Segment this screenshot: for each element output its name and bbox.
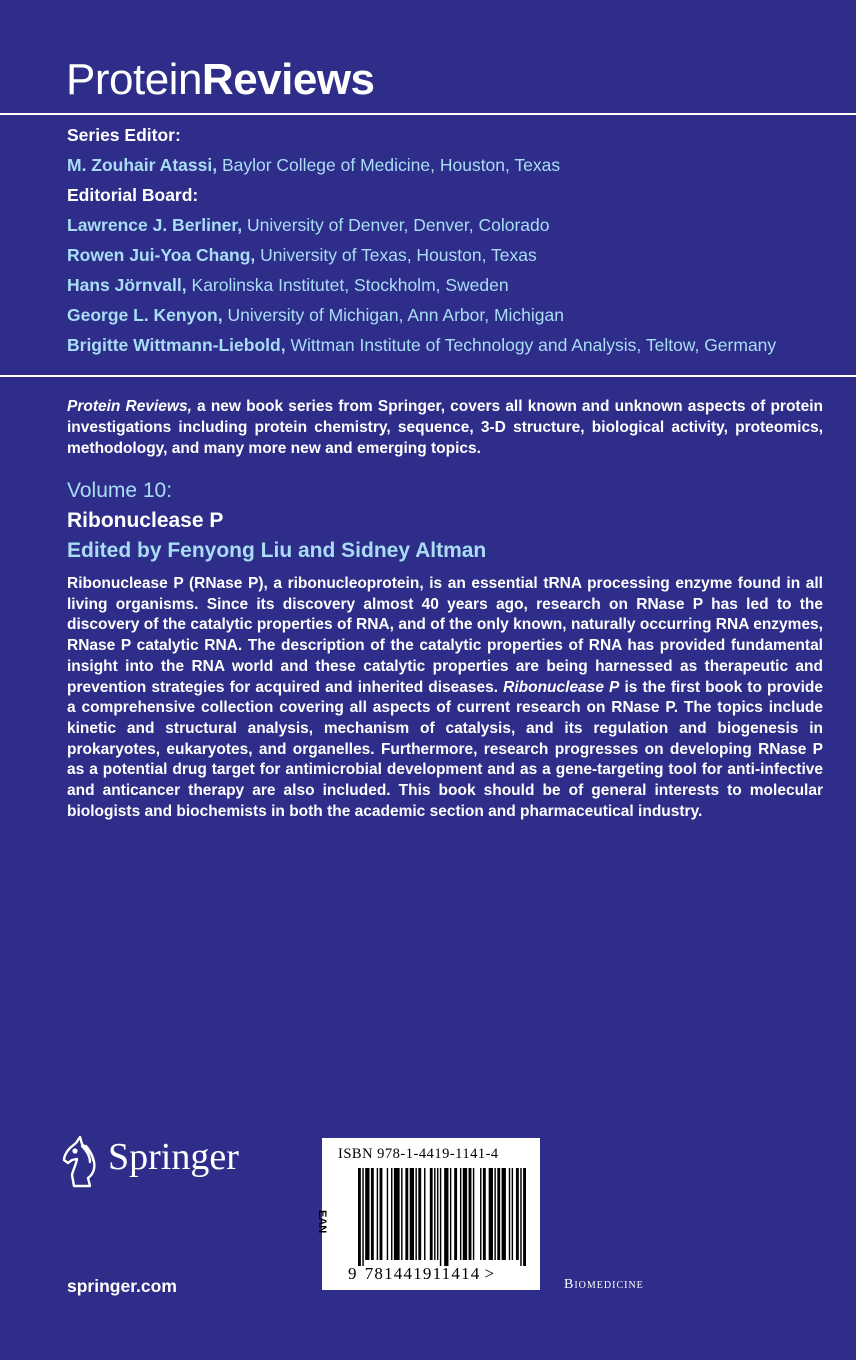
description-part1: Ribonuclease P (RNase P), a ribonucleoprotein, is an essential tRNA processing enzyme found in all living organisms. Since its discovery almost 40 years ago, research on RNase P has led to the discovery of the catalytic properties of RNA, and of the only known, naturally occurring RNA enzymes, RNase P catalytic RNA. The description of the catalytic properties of RNA has provided fundamental insight into the RNA world and these catalytic properties are being harnessed as therapeutic and prevention strategies for acquired and inherited diseases. xyxy=(67,575,823,696)
barcode-bar xyxy=(502,1168,506,1260)
subject-category: Biomedicine xyxy=(564,1277,644,1292)
barcode-bar xyxy=(440,1168,441,1266)
barcode-bar xyxy=(520,1168,521,1266)
top-divider xyxy=(0,113,856,115)
barcode-bar xyxy=(434,1168,435,1260)
board-member-affiliation: Wittman Institute of Technology and Analysis, Teltow, Germany xyxy=(290,335,777,355)
barcode-bar xyxy=(405,1168,408,1260)
volume-block xyxy=(67,476,486,566)
barcode-bar xyxy=(410,1168,414,1260)
board-member xyxy=(67,300,847,330)
barcode-bar xyxy=(418,1168,421,1260)
barcode-bar xyxy=(371,1168,374,1260)
board-member xyxy=(67,210,847,240)
barcode-bar xyxy=(494,1168,495,1260)
ean-digits xyxy=(348,1264,495,1284)
volume-label: Volume 10: xyxy=(67,479,173,502)
barcode-bar xyxy=(401,1168,402,1260)
middle-divider xyxy=(0,375,856,377)
barcode-bar xyxy=(483,1168,486,1260)
publisher-website[interactable]: springer.com xyxy=(67,1276,177,1296)
series-title-light: Protein xyxy=(66,55,202,104)
barcode-bar xyxy=(509,1168,510,1260)
board-member-name: George L. Kenyon, xyxy=(67,305,223,325)
barcode-bar xyxy=(460,1168,461,1260)
barcode-bar xyxy=(454,1168,457,1260)
barcode-bar xyxy=(391,1168,392,1260)
barcode-bar xyxy=(380,1168,383,1260)
series-editor-name: M. Zouhair Atassi, xyxy=(67,155,218,175)
editorial-board xyxy=(67,120,847,360)
board-member xyxy=(67,330,847,360)
board-member-name: Lawrence J. Berliner, xyxy=(67,215,243,235)
ean-chevron: > xyxy=(484,1264,496,1283)
springer-wordmark: Springer xyxy=(108,1136,239,1178)
barcode-bar xyxy=(415,1168,416,1260)
description-title-italic: Ribonuclease P xyxy=(503,678,620,696)
board-member-affiliation: University of Michigan, Ann Arbor, Michigan xyxy=(227,305,565,325)
series-intro xyxy=(67,396,823,459)
board-member-name: Brigitte Wittmann-Liebold, xyxy=(67,335,286,355)
barcode-bar xyxy=(473,1168,474,1260)
series-title xyxy=(66,55,375,104)
barcode-bar xyxy=(358,1168,361,1266)
board-member-affiliation: University of Denver, Denver, Colorado xyxy=(246,215,550,235)
springer-logo xyxy=(60,1134,260,1190)
ean-left-digits: 781441 xyxy=(364,1264,423,1283)
barcode-bar xyxy=(450,1168,451,1260)
barcode-bar xyxy=(365,1168,369,1260)
barcode-bar xyxy=(444,1168,448,1266)
ean-label: EAN xyxy=(316,1210,328,1234)
barcode-bar xyxy=(516,1168,519,1260)
barcode-bar xyxy=(469,1168,472,1260)
editorial-board-heading: Editorial Board: xyxy=(67,185,199,205)
series-editor-heading: Series Editor: xyxy=(67,125,181,145)
volume-editors: Edited by Fenyong Liu and Sidney Altman xyxy=(67,539,487,562)
board-member xyxy=(67,240,847,270)
series-title-bold: Reviews xyxy=(201,55,375,104)
board-member xyxy=(67,270,847,300)
barcode-bar xyxy=(489,1168,493,1260)
barcode-bar xyxy=(512,1168,513,1260)
board-member-name: Rowen Jui-Yoa Chang, xyxy=(67,245,256,265)
barcode-bar xyxy=(430,1168,433,1260)
volume-title: Ribonuclease P xyxy=(67,509,224,532)
series-intro-italic: Protein Reviews, xyxy=(67,398,192,415)
barcode-bar xyxy=(394,1168,400,1260)
barcode-bar xyxy=(387,1168,388,1260)
board-member-name: Hans Jörnvall, xyxy=(67,275,187,295)
barcode-bar xyxy=(497,1168,500,1260)
series-editor-line xyxy=(67,150,847,180)
springer-horse-icon xyxy=(60,1134,104,1188)
barcode-bar xyxy=(480,1168,481,1260)
series-intro-text: a new book series from Springer, covers all known and unknown aspects of protein investigations including protein chemistry, sequence, 3-D structure, biological activity, proteomics, methodology, and many more new and emerging topics. xyxy=(67,398,823,457)
ean-right-digits: 911414 xyxy=(422,1264,481,1283)
description-part2: is the first book to provide a comprehensive collection covering all aspects of current research on RNase P. The topics include kinetic and structural analysis, mechanism of catalysis, and its regulation and biogenesis in prokaryotes, eukaryotes, and organelles. Furthermore, research progresses on developing RNase P as a potential drug target for antimicrobial development and as a gene-targeting tool for anti-infective and anticancer therapy are also included. This book should be of general interests to molecular biologists and biochemists in both the academic section and pharmaceutical industry. xyxy=(67,678,823,820)
barcode-bar xyxy=(523,1168,526,1266)
board-member-affiliation: University of Texas, Houston, Texas xyxy=(260,245,537,265)
barcode-bar xyxy=(362,1168,363,1266)
barcode-box xyxy=(316,1138,540,1290)
isbn-label: ISBN 978-1-4419-1141-4 xyxy=(338,1146,499,1162)
book-description xyxy=(67,574,823,822)
ean-first-digit: 9 xyxy=(348,1264,358,1283)
barcode-bar xyxy=(463,1168,467,1260)
board-member-affiliation: Karolinska Institutet, Stockholm, Sweden xyxy=(191,275,509,295)
series-editor-affiliation: Baylor College of Medicine, Houston, Texas xyxy=(221,155,561,175)
barcode-bar xyxy=(424,1168,425,1260)
barcode-bar xyxy=(377,1168,378,1260)
barcode-bars xyxy=(358,1168,526,1266)
barcode-bar xyxy=(437,1168,438,1260)
